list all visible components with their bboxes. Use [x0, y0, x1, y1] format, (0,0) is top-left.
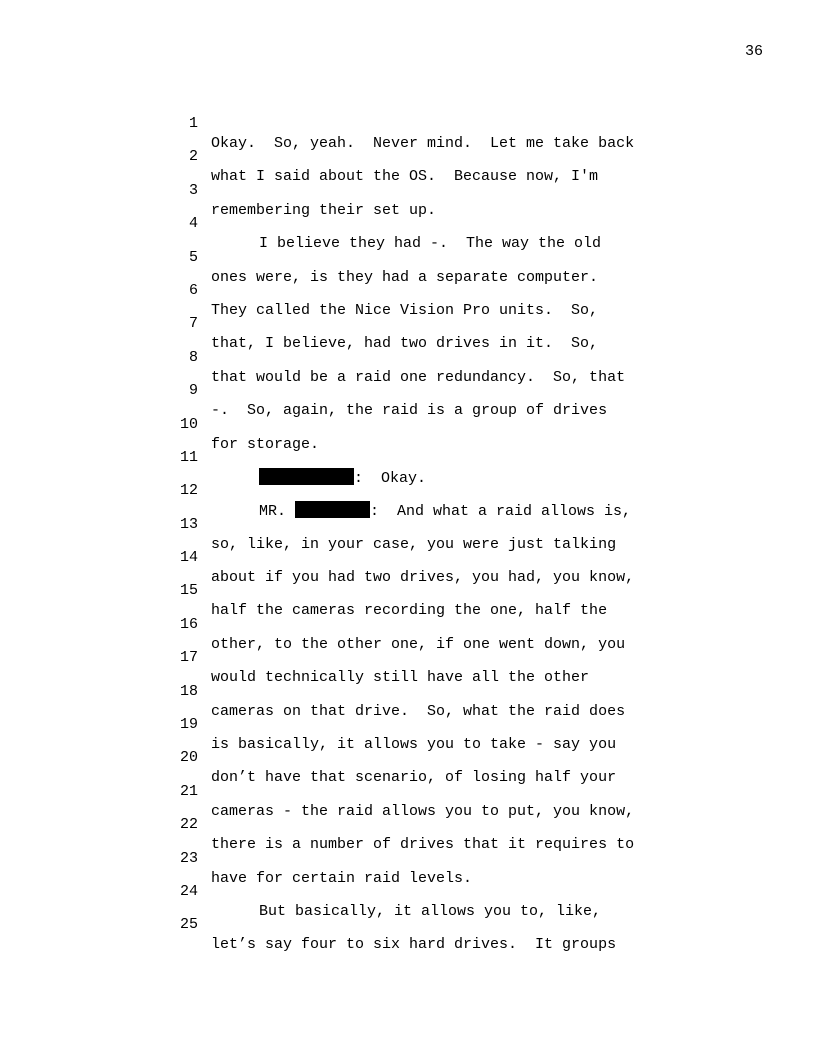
line-text: cameras - the raid allows you to put, you know, — [211, 802, 635, 820]
line-number: 21 — [179, 782, 198, 800]
line-number: 11 — [179, 448, 198, 466]
transcript-line — [0, 795, 816, 854]
line-number: 8 — [188, 348, 198, 366]
transcript-line — [0, 228, 816, 286]
line-text: -. So, again, the raid is a group of drives — [211, 402, 608, 420]
line-text: have for certain raid levels. — [211, 869, 473, 887]
line-number: 19 — [179, 716, 198, 734]
line-text: about if you had two drives, you had, you know, — [211, 569, 635, 587]
line-text: cameras on that drive. So, what the raid does — [211, 702, 626, 720]
transcript-line — [0, 194, 816, 253]
transcript-line — [0, 695, 816, 754]
line-text: so, like, in your case, you were just talking — [211, 535, 617, 553]
line-number: 6 — [188, 281, 198, 299]
transcript-line — [0, 428, 816, 487]
line-number: 1 — [188, 115, 198, 132]
line-number: 5 — [188, 248, 198, 266]
transcript-line — [0, 127, 816, 186]
line-number: 3 — [188, 181, 198, 199]
line-number: 24 — [179, 882, 198, 900]
transcript-line — [0, 294, 816, 353]
line-number: 18 — [179, 682, 198, 700]
transcript-line — [0, 461, 816, 521]
line-text: other, to the other one, if one went down, you — [211, 635, 626, 653]
line-text: : Okay. — [354, 469, 427, 487]
transcript-line — [0, 395, 816, 453]
line-number: 10 — [179, 415, 198, 433]
transcript-line — [0, 261, 816, 319]
transcript-line — [0, 528, 816, 587]
line-text: is basically, it allows you to take - say you — [211, 736, 617, 754]
line-number: 7 — [188, 315, 198, 333]
transcript-line — [0, 628, 816, 687]
line-text: But basically, it allows you to, like, — [259, 902, 602, 920]
transcript-body — [0, 94, 816, 954]
line-text: that, I believe, had two drives in it. So, — [211, 335, 599, 353]
line-number: 9 — [188, 382, 198, 400]
page-number: 36 — [744, 43, 763, 60]
line-number: 12 — [179, 482, 198, 500]
line-text: what I said about the OS. Because now, I'm — [211, 168, 599, 186]
line-number: 20 — [179, 749, 198, 767]
line-number: 15 — [179, 582, 198, 600]
line-number: 22 — [179, 816, 198, 834]
line-number: 2 — [188, 148, 198, 166]
line-text: would technically still have all the other — [211, 669, 590, 687]
line-text: half the cameras recording the one, half the — [211, 602, 608, 620]
line-text: that would be a raid one redundancy. So, that — [211, 368, 626, 386]
transcript-line — [0, 495, 816, 553]
transcript-line — [0, 829, 816, 887]
line-text: Okay. So, yeah. Never mind. Let me take back — [211, 135, 635, 152]
transcript-line — [0, 328, 816, 386]
transcript-line — [0, 762, 816, 820]
line-number: 4 — [188, 215, 198, 233]
line-number: 16 — [179, 615, 198, 633]
speaker-prefix: MR. — [259, 503, 296, 521]
transcript-line — [0, 161, 816, 219]
transcript-line — [0, 895, 816, 954]
line-text: there is a number of drives that it requires to — [211, 836, 635, 854]
line-number: 14 — [179, 549, 198, 567]
line-number: 23 — [179, 849, 198, 867]
line-text: for storage. — [211, 435, 320, 453]
transcript-line — [0, 361, 816, 420]
line-number: 17 — [179, 649, 198, 667]
transcript-line — [0, 595, 816, 653]
transcript-line — [0, 561, 816, 620]
transcript-line — [0, 862, 816, 920]
transcript-line — [0, 728, 816, 787]
line-text: let’s say four to six hard drives. It groups — [211, 936, 617, 954]
transcript-line — [0, 94, 816, 152]
line-text: ones were, is they had a separate computer. — [211, 268, 599, 286]
line-text: don’t have that scenario, of losing half your — [211, 769, 617, 787]
line-number: 13 — [179, 515, 198, 533]
line-text: : And what a raid allows is, — [370, 503, 632, 521]
line-text: They called the Nice Vision Pro units. So, — [211, 301, 599, 319]
line-number: 25 — [179, 916, 198, 934]
line-text: I believe they had -. The way the old — [259, 235, 602, 253]
line-text: remembering their set up. — [211, 201, 437, 219]
transcript-line — [0, 662, 816, 720]
